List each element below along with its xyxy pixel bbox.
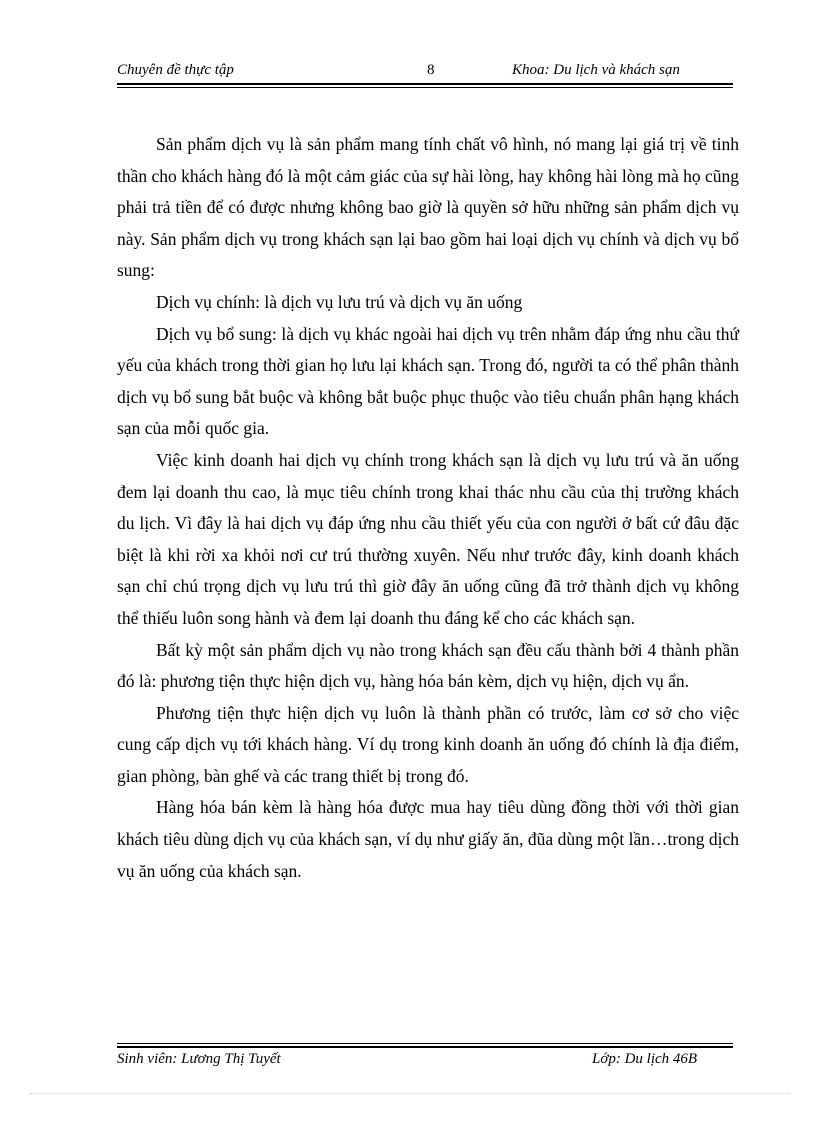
- paragraph: Dịch vụ chính: là dịch vụ lưu trú và dịch vụ ăn uống: [156, 291, 523, 312]
- main-content: [117, 129, 739, 887]
- paragraph: Sản phẩm dịch vụ là sản phẩm mang tính chất vô hình, nó mang lại giá trị về tinh thần cho khách hàng đó là một cảm giác của sự hài lòng, hay không hài lòng mà họ cũng phải trả tiền để có được nhưng không bao giờ là quyền sở hữu những sản phẩm dịch vụ này. Sản phẩm dịch vụ trong khách sạn lại bao gồm hai loại dịch vụ chính và dịch vụ bổ sung:: [117, 134, 739, 281]
- page-footer: [117, 1051, 733, 1071]
- page-header: [117, 60, 733, 82]
- footer-class: Lớp: Du lịch 46B: [592, 1051, 698, 1067]
- header-rule-thin: [117, 87, 733, 88]
- header-rule-thick: [117, 83, 733, 85]
- paragraph: Việc kinh doanh hai dịch vụ chính trong khách sạn là dịch vụ lưu trú và ăn uống đem lại doanh thu cao, là mục tiêu chính trong khai thác nhu cầu của thị trường khách du lịch. Vì đây là hai dịch vụ đáp ứng nhu cầu thiết yếu của con người ở bất cứ đâu đặc biệt là khi rời xa khỏi nơi cư trú thường xuyên. Nếu như trước đây, kinh doanh khách sạn chỉ chú trọng dịch vụ lưu trú thì giờ đây ăn uống cũng đã trở thành dịch vụ không thể thiếu luôn song hành và đem lại doanh thu đáng kể cho các khách sạn.: [117, 449, 739, 628]
- header-document-type: Chuyên đề thực tập: [117, 62, 234, 78]
- page-bottom-dotted-line: [30, 1093, 790, 1095]
- footer-student-name: Sinh viên: Lương Thị Tuyết: [117, 1051, 281, 1067]
- footer-rule-thick: [117, 1046, 733, 1048]
- paragraph: Dịch vụ bổ sung: là dịch vụ khác ngoài hai dịch vụ trên nhằm đáp ứng nhu cầu thứ yếu của khách trong thời gian họ lưu lại khách sạn. Trong đó, người ta có thể phân thành dịch vụ bổ sung bắt buộc và không bắt buộc phục thuộc vào tiêu chuẩn phân hạng khách sạn của mỗi quốc gia.: [117, 323, 739, 439]
- paragraph: Bất kỳ một sản phẩm dịch vụ nào trong khách sạn đều cấu thành bởi 4 thành phần đó là: phương tiện thực hiện dịch vụ, hàng hóa bán kèm, dịch vụ hiện, dịch vụ ẩn.: [117, 639, 739, 692]
- footer-rule-thin: [117, 1043, 733, 1044]
- header-faculty: Khoa: Du lịch và khách sạn: [512, 62, 680, 78]
- page-number: 8: [427, 62, 435, 78]
- paragraph: Hàng hóa bán kèm là hàng hóa được mua hay tiêu dùng đồng thời với thời gian khách tiêu dùng dịch vụ của khách sạn, ví dụ như giấy ăn, đũa dùng một lần…trong dịch vụ ăn uống của khách sạn.: [117, 797, 739, 881]
- paragraph: Phương tiện thực hiện dịch vụ luôn là thành phần có trước, làm cơ sở cho việc cung cấp dịch vụ tới khách hàng. Ví dụ trong kinh doanh ăn uống đó chính là địa điểm, gian phòng, bàn ghế và các trang thiết bị trong đó.: [117, 702, 739, 786]
